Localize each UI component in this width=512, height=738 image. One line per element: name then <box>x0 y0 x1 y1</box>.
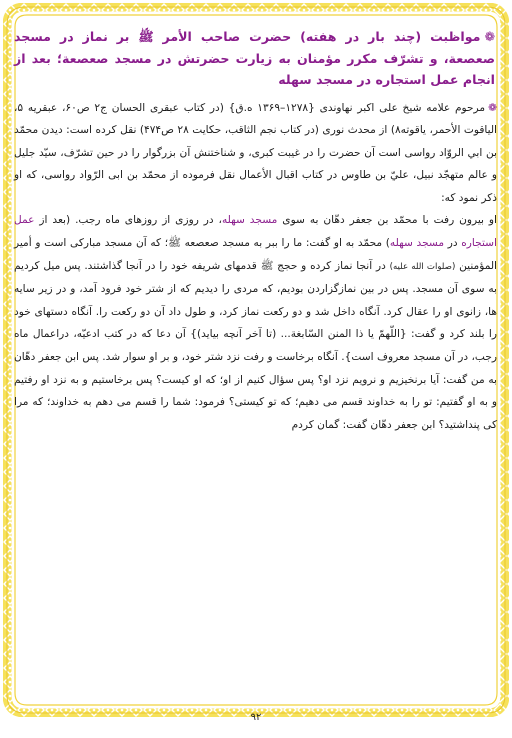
body-text-i: در آنجا نماز کرده و حجج ﷺ قدمهای شریفه خود را در آنجا گذاشتند. پس میل کردیم به سوی آن مسجد. پس در بین نمازگزاردن بودیم، که مردی را دیدیم که از شتر خود فرود آمد، و در زیر سایه ها، زانوی او را عقال کرد. آنگاه داخل شد و دو رکعت نماز کرد، و طول داد آن دو رکعت را. آنگاه دستهای خود را بلند کرد و گفت: {اللّهمّ یا ذا المنن السّابغة... (تا آخر آنچه بیاید)} آن دعا که در کتب ادعیّه، دراعمال ماه رجب، در آن مسجد معروف است}. آنگاه برخاست و رفت نزد شتر خود، و بر او سوار شد. پس ابن جعفر دهّان به من گفت: آیا برنخیزیم و نرویم نزد او؟ پس سؤال کنیم از او؛ که او کیست؟ پس برخاستیم و به نزد او رفتیم و به او گفتیم: تو را به خداوند قسم می دهیم؛ که تو کیستی؟ فرمود: شما را قسم می دهم به خداوند؛ که مرا کی پنداشتید؟ ابن جعفر دهّان گفت: گمان کردم <box>14 259 497 431</box>
body-text-a: او بیرون رفت با محمّد بن جعفر دهّان به سوی <box>277 214 497 227</box>
text-content <box>14 26 497 436</box>
section-heading <box>14 26 497 91</box>
narration-intro-paragraph <box>14 97 497 210</box>
intro-line-6: محمّد بن ابی الرّواد رواسی، که او ذکر نمود که: <box>14 169 497 204</box>
body-text-salawat: (صلوات الله علیه) <box>389 261 456 272</box>
paragraph-ornament-icon: ❁ <box>488 101 497 114</box>
page-number: ۹۲ <box>250 712 262 723</box>
intro-line-5: جلیل و عالم متهجّد نبیل، عليّ بن طاوس در کتاب اقبال الأعمال نقل فرموده از <box>14 146 497 182</box>
intro-line-3: الثاقب، حکایت ۲۸ ص۴۷۴) نقل کرده است: دیدن محمّد بن ابي الروّاد رواسی است <box>14 124 497 159</box>
intro-line-1: مرحوم علامه شیخ علی اکبر نهاوندی {۱۲۷۸–۱۳۶۹ ه.ق} (در کتاب عبقری <box>149 101 486 114</box>
body-text-g: ) محمّد به او گفت: ما را ببر به مسجد صعصعه ﷺ؛ که آن مسجد مبارکی است و أمیر المؤمنین <box>14 237 497 272</box>
highlight-masjid-sahla-2: مسجد سهله <box>389 237 445 250</box>
intro-line-4: آن حضرت را در غیبت کبری، و شناختنش آن بزرگوار را در حین تشرّف، سیّد <box>38 146 375 159</box>
highlight-masjid-sahla: مسجد سهله <box>221 214 278 227</box>
body-text-c: ، در روزی از روزهای ماه رجب. (بعد از <box>34 214 222 227</box>
narration-body-paragraph <box>14 209 497 436</box>
heading-text: مواظبت (چند بار در هفته) حضرت صاحب الأمر ﷺ بر نماز در مسجد صعصعة، و تشرّف مکرر مؤمنان به زیارت حضرتش در مسجد صعصعة؛ بعد از انجام عمل استجاره در مسجد سهله <box>14 29 495 87</box>
body-text-e: در <box>444 237 462 250</box>
heading-ornament-icon: ❁ <box>484 29 495 44</box>
highlight-amal-istijara: عمل استجاره <box>14 214 497 250</box>
intro-line-2: الحسان ج۲ ص۶۰، عبقریه ۵، الیاقوت الأحمر، یاقوته۸) از محدث نوری (در کتاب نجم <box>14 101 497 137</box>
